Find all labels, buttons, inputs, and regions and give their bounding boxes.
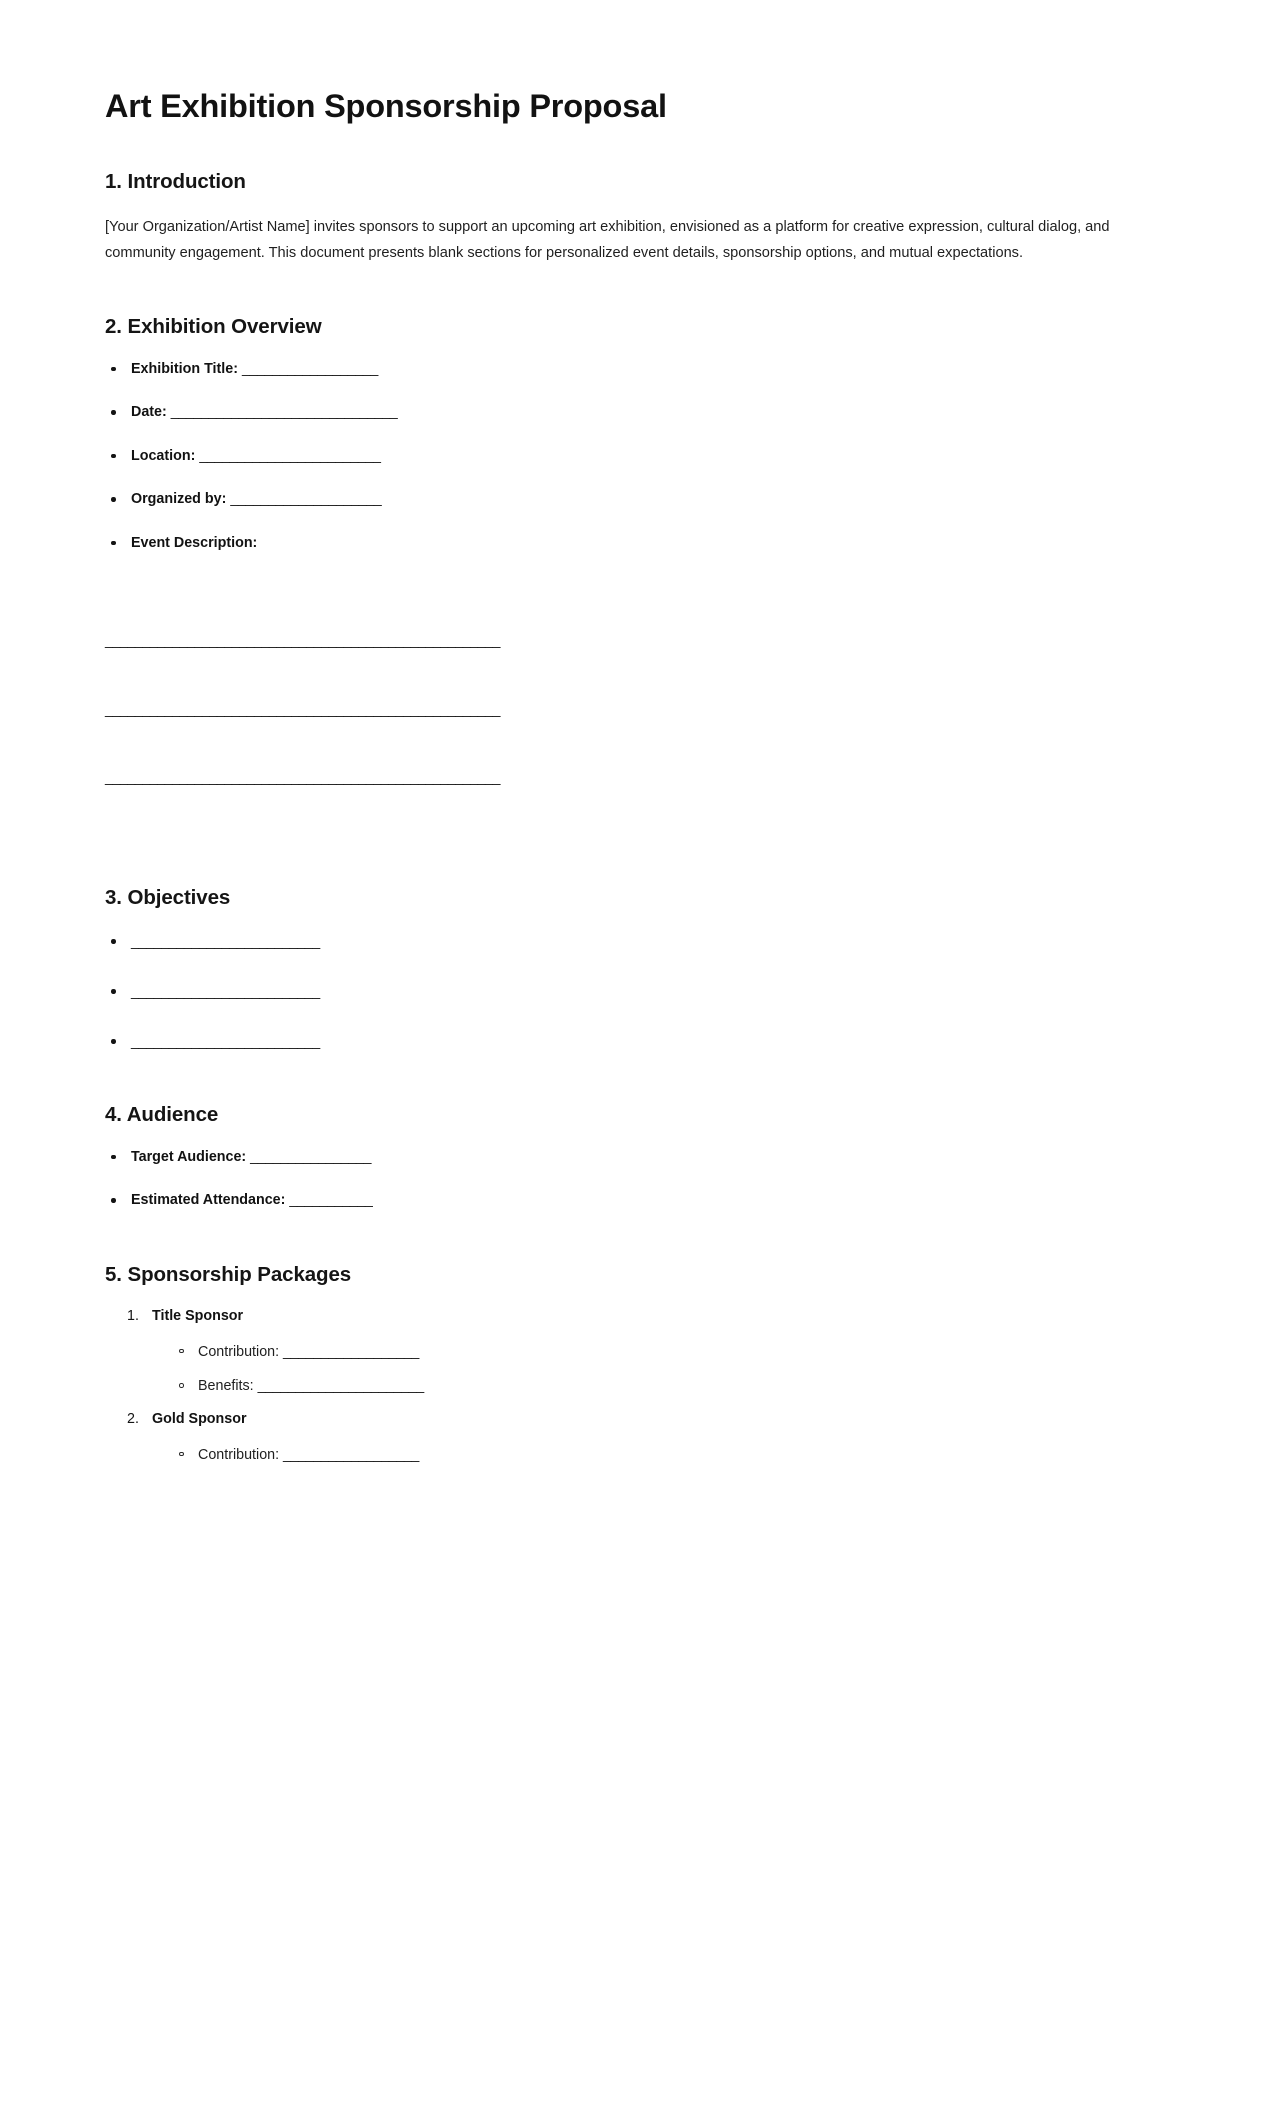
field-label: Estimated Attendance: [131,1192,286,1209]
list-item [105,533,1143,554]
page-title: Art Exhibition Sponsorship Proposal [105,88,667,124]
field-blank[interactable]: __________________ [241,360,378,377]
section-audience [105,1102,1143,1212]
heading-objectives: 3. Objectives [105,886,231,910]
heading-introduction: 1. Introduction [105,169,246,193]
field-label: Target Audience: [131,1148,247,1165]
field-label: Location: [131,447,196,464]
detail-blank[interactable]: __________________ [283,1446,419,1463]
field-blank[interactable]: ____________________ [230,491,382,508]
blank-line[interactable]: _____________________________________________________ [105,701,500,718]
detail-label: Benefits: [198,1378,254,1395]
heading-sponsorship-packages: 5. Sponsorship Packages [105,1262,352,1286]
detail-label: Contribution: [198,1343,280,1360]
list-item [105,932,1143,952]
section-exhibition-overview [105,314,1143,835]
list-item [105,1147,1143,1168]
field-blank[interactable]: ___________ [289,1192,373,1209]
introduction-paragraph: [Your Organization/Artist Name] invites sponsors to support an upcoming art exhibition, envisioned as a platform for creative expression, cultural dialog, and community engagement. This document presents blank sections for personalized event details, sponsorship options, and mutual expectations. [105,219,1110,261]
package-title: Title Sponsor [152,1308,244,1325]
field-label: Date: [131,404,167,421]
list-item [105,982,1143,1002]
list-item [174,1445,1143,1466]
field-label: Exhibition Title: [131,360,238,377]
detail-label: Contribution: [198,1446,280,1463]
blank-line[interactable]: _____________________________________________________ [105,770,500,787]
list-item [105,446,1143,467]
list-item [105,359,1143,380]
list-item [105,1032,1143,1052]
section-introduction [105,169,1143,267]
package-detail-list [152,1445,1143,1466]
section-sponsorship-packages [105,1262,1143,1466]
heading-audience: 4. Audience [105,1103,219,1127]
objective-blank[interactable]: _________________________ [131,984,320,1001]
list-item [174,1376,1143,1397]
list-item [127,1409,1143,1465]
objectives-list [105,932,1143,1052]
field-label: Event Description: [131,534,258,551]
sponsorship-package-list [105,1306,1143,1465]
field-blank[interactable]: ________________ [250,1148,371,1165]
field-blank[interactable]: ________________________ [199,447,381,464]
audience-field-list [105,1147,1143,1212]
blank-line[interactable]: _____________________________________________________ [105,633,500,650]
heading-exhibition-overview: 2. Exhibition Overview [105,315,322,339]
event-description-blank-lines[interactable] [105,584,1143,835]
overview-field-list [105,359,1143,554]
objective-blank[interactable]: _________________________ [131,1034,320,1051]
section-objectives [105,885,1143,1052]
list-item [127,1306,1143,1397]
package-title: Gold Sponsor [152,1411,247,1428]
list-item [105,489,1143,510]
objective-blank[interactable]: _________________________ [131,934,320,951]
field-label: Organized by: [131,491,227,508]
package-detail-list [152,1342,1143,1397]
field-blank[interactable]: ______________________________ [170,404,398,421]
detail-blank[interactable]: __________________ [283,1343,419,1360]
list-item [174,1342,1143,1363]
list-item [105,1190,1143,1211]
detail-blank[interactable]: ______________________ [257,1378,424,1395]
list-item [105,402,1143,423]
